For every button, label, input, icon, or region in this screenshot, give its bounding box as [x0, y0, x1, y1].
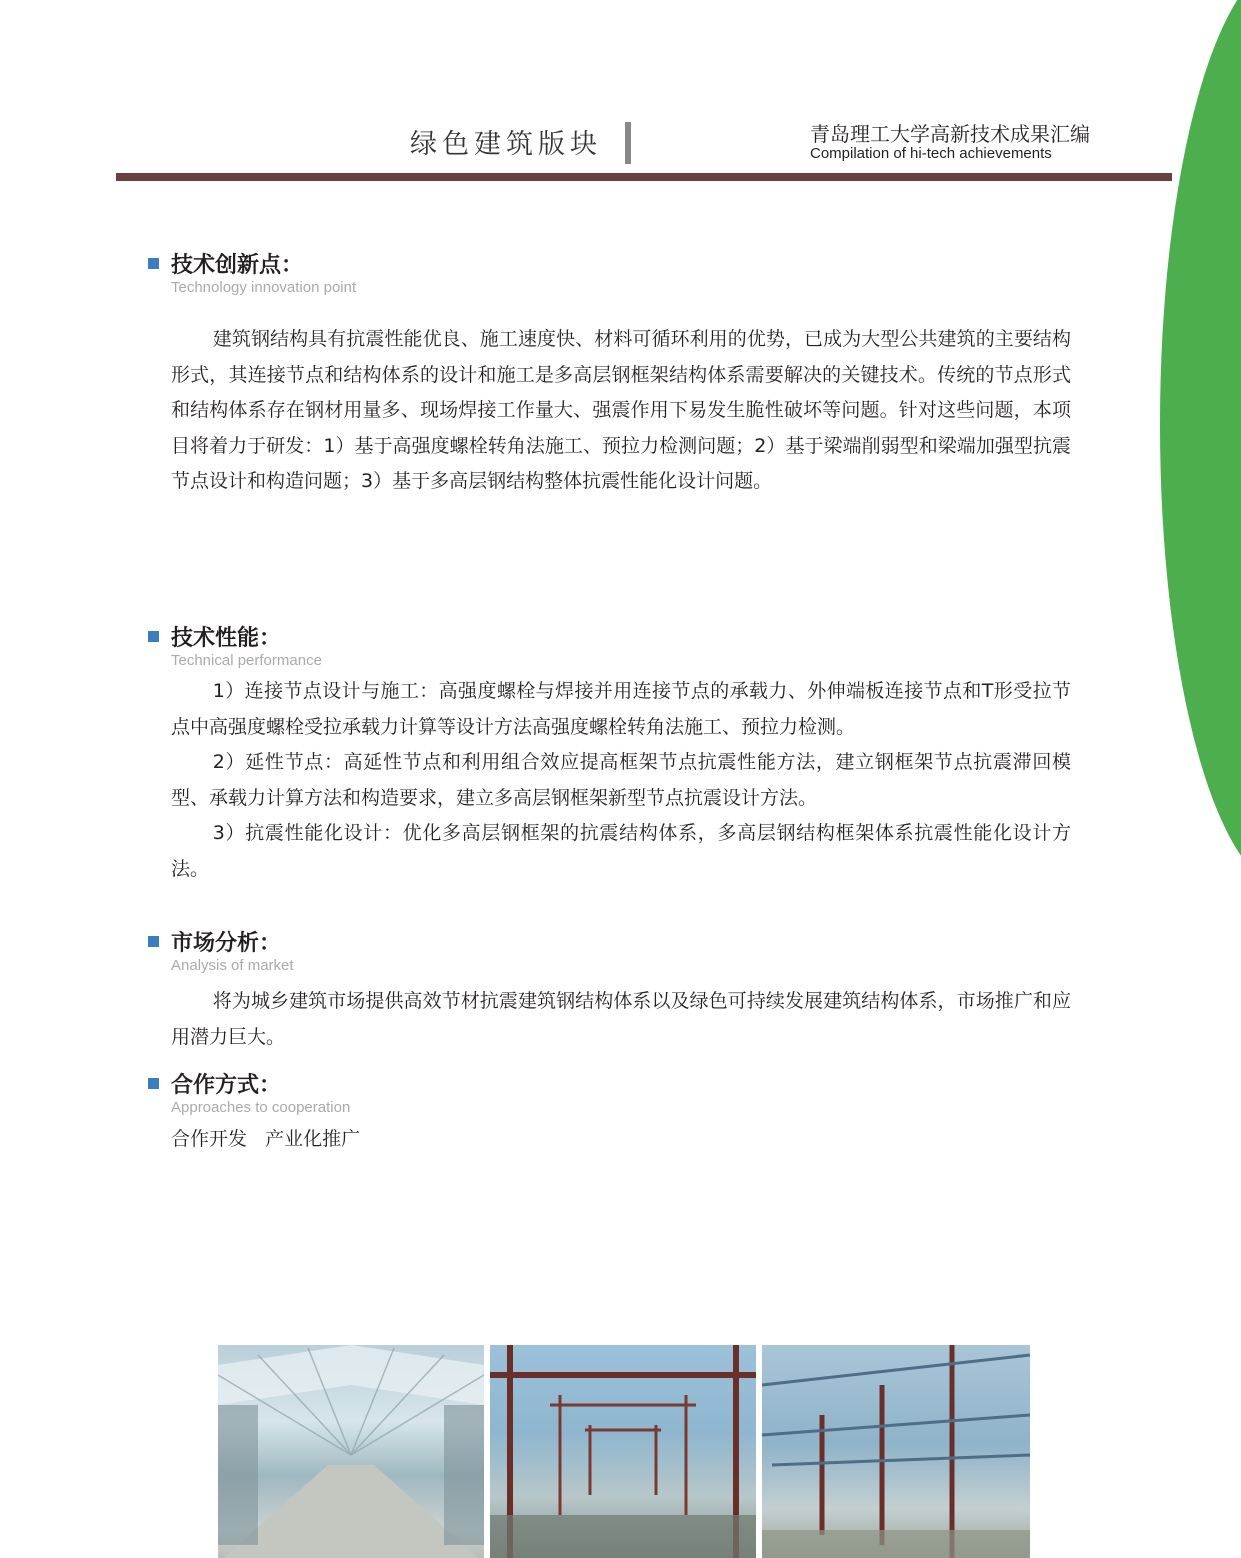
square-bullet-icon: [148, 936, 159, 947]
performance-item-2: 2）延性节点：高延性节点和利用组合效应提高框架节点抗震性能方法，建立钢框架节点抗震滞回模型、承载力计算方法和构造要求，建立多高层钢框架新型节点抗震设计方法。: [171, 751, 1071, 809]
section-subtitle-en: Technology innovation point: [171, 279, 357, 296]
photo-factory-interior: [218, 1345, 484, 1558]
square-bullet-icon: [148, 1078, 159, 1089]
performance-paragraphs: [171, 674, 1071, 887]
publication-title-en: Compilation of hi-tech achievements: [810, 145, 1052, 162]
section-title: 技术性能：: [171, 625, 282, 651]
publication-title-cn: 青岛理工大学高新技术成果汇编: [810, 122, 1090, 146]
section-subtitle-en: Analysis of market: [171, 957, 294, 974]
section-cooperation-heading: [148, 1068, 350, 1117]
header-rule: [116, 173, 1172, 181]
cooperation-text: 合作开发 产业化推广: [171, 1128, 361, 1150]
performance-item-1: 1）连接节点设计与施工：高强度螺栓与焊接并用连接节点的承载力、外伸端板连接节点和T形受拉节点中高强度螺栓受拉承载力计算等设计方法高强度螺栓转角法施工、预拉力检测。: [171, 680, 1071, 738]
square-bullet-icon: [148, 631, 159, 642]
section-subtitle-en: Approaches to cooperation: [171, 1099, 351, 1116]
section-title: 市场分析：: [171, 930, 282, 956]
innovation-paragraph: 建筑钢结构具有抗震性能优良、施工速度快、材料可循环利用的优势，已成为大型公共建筑的主要结构形式，其连接节点和结构体系的设计和施工是多高层钢框架结构体系需要解决的关键技术。传统的节点形式和结构体系存在钢材用量多、现场焊接工作量大、强震作用下易发生脆性破坏等问题。针对这些问题，本项目将着力于研发：1）基于高强度螺栓转角法施工、预拉力检测问题；2）基于梁端削弱型和梁端加强型抗震节点设计和构造问题；3）基于多高层钢结构整体抗震性能化设计问题。: [171, 328, 1071, 492]
green-leaf-decoration: [1160, 0, 1241, 890]
section-market-heading: [148, 926, 294, 975]
market-paragraph: 将为城乡建筑市场提供高效节材抗震建筑钢结构体系以及绿色可持续发展建筑结构体系，市场推广和应用潜力巨大。: [171, 990, 1071, 1048]
section-name: 绿色建筑版块: [410, 129, 602, 160]
square-bullet-icon: [148, 258, 159, 269]
performance-item-3: 3）抗震性能化设计：优化多高层钢框架的抗震结构体系，多高层钢结构框架体系抗震性能化设计方法。: [171, 822, 1071, 880]
section-performance-heading: [148, 621, 322, 670]
section-title: 技术创新点：: [171, 252, 304, 278]
photo-steel-frame-2: [762, 1345, 1030, 1558]
section-innovation-heading: [148, 248, 356, 297]
section-title: 合作方式：: [171, 1072, 282, 1098]
photo-steel-frame-1: [490, 1345, 756, 1558]
photo-strip: [218, 1345, 1030, 1558]
header-divider: [625, 122, 631, 164]
section-subtitle-en: Technical performance: [171, 652, 322, 669]
